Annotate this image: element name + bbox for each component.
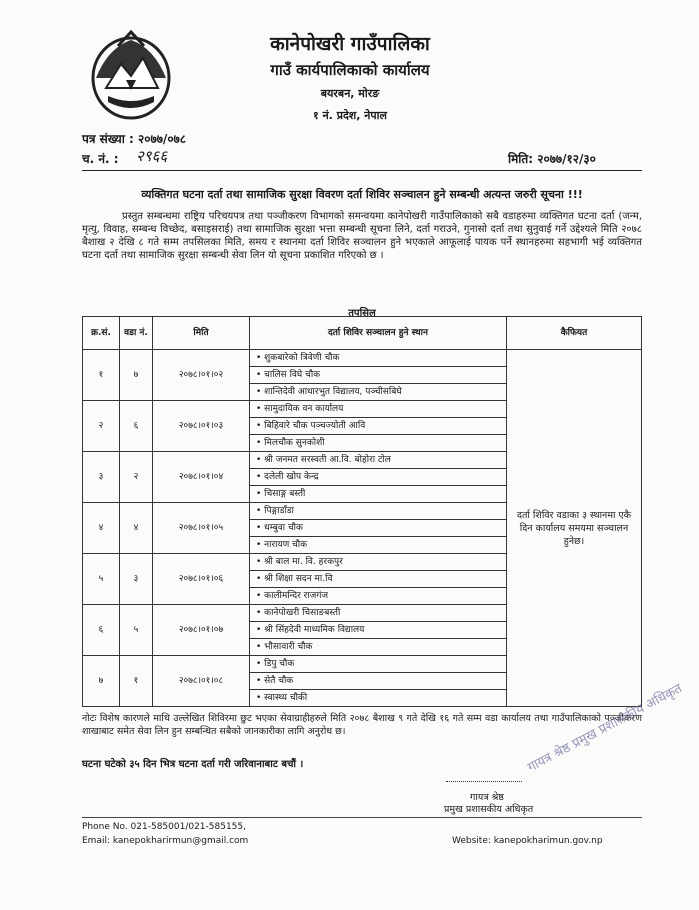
cell-location: • धम्बुवा चौक	[250, 520, 507, 537]
table-body	[83, 350, 642, 707]
cell-location: • भौसावारी चौक	[250, 639, 507, 656]
table-row	[83, 350, 642, 367]
header-serial: क्र.सं.	[83, 317, 120, 350]
notice-subject: व्यक्तिगत घटना दर्ता तथा सामाजिक सुरक्षा विवरण दर्ता शिविर सञ्चालन हुने सम्बन्धी अत्यन्त जरुरी सूचना !!!	[141, 188, 583, 201]
cell-location: • स्वास्थ्य चौकी	[250, 690, 507, 707]
cell-location: • श्री सिंहदेवी माध्यमिक विद्यालय	[250, 622, 507, 639]
footer-divider	[82, 817, 642, 818]
cell-serial: ७	[83, 656, 120, 707]
cell-location: • सामुदायिक वन कार्यालय	[250, 401, 507, 418]
dispatch-number-handwritten: २९६६	[136, 147, 168, 165]
cell-date: २०७८।०१।०५	[153, 503, 250, 554]
cell-location: • चिसाङ्ग बस्ती	[250, 486, 507, 503]
cell-date: २०७८।०१।०३	[153, 401, 250, 452]
office-province: १ नं. प्रदेश, नेपाल	[313, 109, 387, 122]
table-header-row	[83, 317, 642, 350]
letter-date: मिति: २०७७/१२/३०	[508, 152, 596, 166]
camp-schedule-table	[82, 316, 642, 707]
cell-ward: ४	[120, 503, 153, 554]
municipality-name: कानेपोखरी गाउँपालिका	[270, 33, 430, 55]
cell-location: • चालिस विघे चौक	[250, 367, 507, 384]
cell-location: • मिलचौक सुनकोशी	[250, 435, 507, 452]
cell-location: • नारायण चौक	[250, 537, 507, 554]
signatory-name: गायत्र श्रेष्ठ	[470, 792, 504, 803]
footer-website: Website: kanepokharimun.gov.np	[452, 836, 603, 846]
cell-location: • श्री बाल मा. वि. हरकपुर	[250, 554, 507, 571]
footer-phone: Phone No. 021-585001/021-585155,	[82, 822, 246, 832]
cell-date: २०७८।०१।०८	[153, 656, 250, 707]
signature-line	[446, 781, 522, 782]
cell-ward: ७	[120, 350, 153, 401]
cell-date: २०७८।०१।०२	[153, 350, 250, 401]
official-stamp: गायत्र श्रेष्ठ प्रमुख प्रशासकीय अधिकृत	[525, 681, 685, 776]
notice-body: प्रस्तुत सम्बन्धमा राष्ट्रिय परिचयपत्र तथा पञ्जीकरण विभागको समन्वयमा कानेपोखरी गाउँपालिकाको सबै वडाहरुमा व्यक्तिगत घटना दर्ता (जन्म, मृत्यु, विवाह, सम्बन्ध विच्छेद, बसाइसराई) तथा सामाजिक सुरक्षा भत्ता सम्बन्धी सूचना लिने, दर्ता गराउने, गुनासो दर्ता तथा सुनुवाई गर्ने उद्देश्यले मिति २०७८ बैशाख २ देखि ८ गते सम्म तपसिलका मिति, समय र स्थानमा दर्ता शिविर सञ्चालन हुने भएकाले आफूलाई पायक पर्ने स्थानहरुमा सहभागी भई व्यक्तिगत घटना दर्ता तथा सामाजिक सुरक्षा सम्बन्धी सेवा लिन यो सूचना प्रकाशित गरिएको छ ।	[82, 211, 642, 261]
cell-serial: ६	[83, 605, 120, 656]
cell-ward: ५	[120, 605, 153, 656]
cell-ward: ६	[120, 401, 153, 452]
header-remarks: कैफियत	[507, 317, 642, 350]
header-divider	[82, 170, 642, 171]
cell-ward: ३	[120, 554, 153, 605]
cell-date: २०७८।०१।०६	[153, 554, 250, 605]
cell-date: २०७८।०१।०७	[153, 605, 250, 656]
note-text: नोटः विशेष कारणले माथि उल्लेखित शिविरमा छुट भएका सेवाग्राहीहरुले मिति २०७८ बैशाख ९ गते देखि १६ गते सम्म वडा कार्यालय तथा गाउँपालिकाको पञ्जीकरण शाखाबाट समेत सेवा लिन हुन सम्बन्धित सबैको जानकारीका लागि अनुरोध छ।	[82, 713, 642, 737]
cell-serial: ५	[83, 554, 120, 605]
cell-ward: १	[120, 656, 153, 707]
cell-ward: २	[120, 452, 153, 503]
cell-serial: ३	[83, 452, 120, 503]
cell-location: • शुकबारेको त्रिवेणी चौक	[250, 350, 507, 367]
header-location: दर्ता शिविर सञ्चालन हुने स्थान	[250, 317, 507, 350]
signatory-title: प्रमुख प्रशासकीय अधिकृत	[444, 804, 534, 815]
cell-location: • बिहिवारे चौक पञ्चज्योती आवि	[250, 418, 507, 435]
cell-location: • कानेपोखरी चिसाङबस्ती	[250, 605, 507, 622]
cell-location: • श्री शिक्षा सदन मा.वि	[250, 571, 507, 588]
office-address: बयरबन, मोरङ	[320, 87, 380, 100]
cell-remarks: दर्ता शिविर वडाका ३ स्थानमा एकै दिन कार्यालय समयमा सञ्चालन हुनेछ।	[507, 350, 642, 707]
cell-location: • डिपु चौक	[250, 656, 507, 673]
municipality-emblem-logo	[88, 28, 174, 120]
closing-message: घटना घटेको ३५ दिन भित्र घटना दर्ता गरी जरिवानाबाट बचौं ।	[82, 759, 304, 770]
cell-location: • पिङ्गाडाँडा	[250, 503, 507, 520]
cell-location: • दलेली खोप केन्द्र	[250, 469, 507, 486]
cell-location: • श्री जनमत सरस्वती आ.वि. बोहोरा टोल	[250, 452, 507, 469]
cell-serial: ४	[83, 503, 120, 554]
header-ward: वडा नं.	[120, 317, 153, 350]
dispatch-number-label: च. नं. :	[82, 152, 119, 166]
cell-location: • कालीमन्दिर राजगंज	[250, 588, 507, 605]
header-date: मिति	[153, 317, 250, 350]
cell-location: • सेतै चौक	[250, 673, 507, 690]
cell-serial: २	[83, 401, 120, 452]
cell-location: • शान्तिदेवी आधारभुत विद्यालय, पञ्चीसबिघे	[250, 384, 507, 401]
cell-date: २०७८।०१।०४	[153, 452, 250, 503]
cell-serial: १	[83, 350, 120, 401]
schedule-caption: तपसिल	[348, 308, 376, 319]
footer-email: Email: kanepokharirmun@gmail.com	[82, 836, 249, 846]
letter-number: पत्र संख्या : २०७७/०७८	[82, 132, 187, 146]
office-name: गाउँ कार्यपालिकाको कार्यालय	[270, 61, 430, 79]
